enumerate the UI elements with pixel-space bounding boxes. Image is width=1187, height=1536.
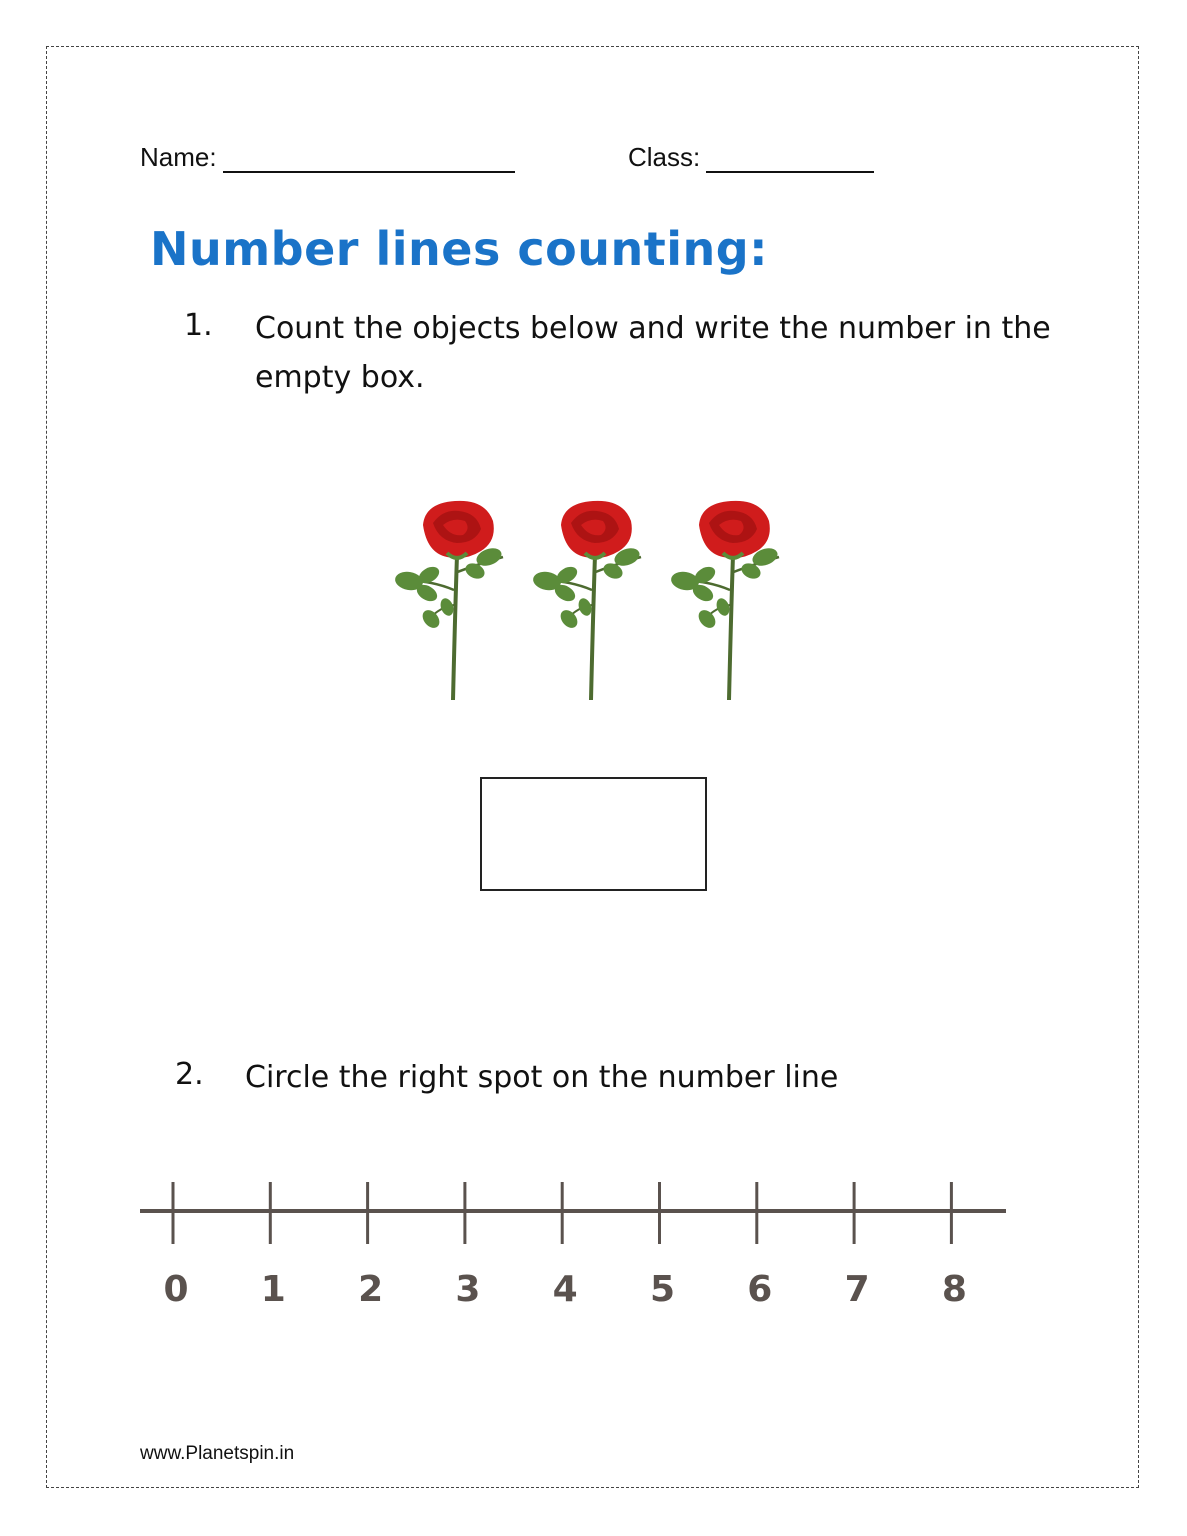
rose-icon xyxy=(523,495,653,700)
number-line[interactable] xyxy=(130,1170,1020,1320)
number-line-label[interactable]: 6 xyxy=(747,1269,773,1310)
number-line-label[interactable]: 7 xyxy=(844,1269,870,1310)
number-line-label[interactable]: 0 xyxy=(163,1269,189,1310)
roses-illustration xyxy=(385,495,805,705)
footer-website: www.Planetspin.in xyxy=(140,1443,295,1464)
number-line-label[interactable]: 5 xyxy=(649,1269,676,1310)
number-line-label[interactable]: 3 xyxy=(455,1269,481,1310)
name-field xyxy=(140,142,515,173)
name-blank-line[interactable] xyxy=(223,143,515,173)
name-label: Name: xyxy=(140,142,217,172)
class-blank-line[interactable] xyxy=(706,143,874,173)
rose-icon xyxy=(385,495,515,700)
question-2-text: Circle the right spot on the number line xyxy=(245,1060,839,1095)
class-field xyxy=(628,142,874,173)
rose-icon xyxy=(661,495,791,700)
answer-box[interactable] xyxy=(480,777,707,891)
class-label: Class: xyxy=(628,142,701,172)
worksheet-title: Number lines counting: xyxy=(150,222,769,276)
question-1-text: Count the objects below and write the number in the empty box. xyxy=(255,311,1051,395)
question-1-number: 1. xyxy=(184,308,213,343)
question-2-number: 2. xyxy=(175,1057,204,1092)
number-line-label[interactable]: 1 xyxy=(260,1269,286,1310)
number-line-label[interactable]: 8 xyxy=(941,1269,967,1310)
number-line-label[interactable]: 2 xyxy=(358,1269,384,1310)
number-line-label[interactable]: 4 xyxy=(552,1269,578,1310)
